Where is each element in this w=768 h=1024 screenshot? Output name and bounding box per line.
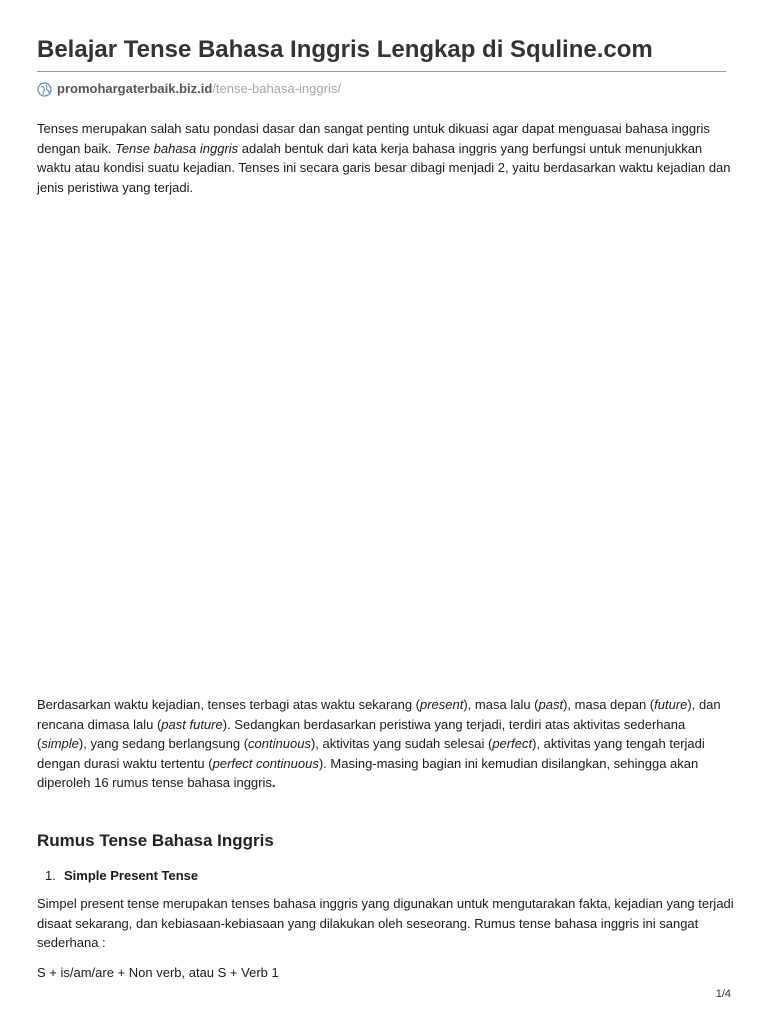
formula-paragraph: S + is/am/are + Non verb, atau S + Verb 1 [37, 965, 279, 980]
list-item-label: Simple Present Tense [64, 868, 199, 883]
title-divider [37, 71, 726, 72]
simple-present-paragraph: Simpel present tense merupakan tenses bahasa inggris yang digunakan untuk mengutarakan fakta, kejadian yang terjadi disaat sekarang, dan kebiasaan-kebiasaan yang dilakukan oleh seseorang. Rumus tense bahasa inggris ini sangat sederhana : [37, 896, 734, 950]
page-number: 1/4 [715, 988, 731, 1000]
list-item [45, 866, 198, 885]
section-heading: Rumus Tense Bahasa Inggris [37, 831, 274, 850]
globe-icon [37, 82, 52, 97]
source-line [37, 79, 341, 99]
source-domain[interactable]: promohargaterbaik.biz.id [57, 81, 213, 96]
source-path[interactable]: /tense-bahasa-inggris/ [212, 81, 341, 96]
list-item-number: 1. [45, 868, 56, 883]
tenses-paragraph: Berdasarkan waktu kejadian, tenses terbagi atas waktu sekarang (present), masa lalu (past), masa depan (future), dan rencana dimasa lalu (past future). Sedangkan berdasarkan peristiwa yang terjadi, terdiri atas aktivitas sederhana (simple), yang sedang berlangsung (continuous), aktivitas yang sudah selesai (perfect), aktivitas yang tengah terjadi dengan durasi waktu tertentu (perfect continuous). Masing-masing bagian ini kemudian disilangkan, sehingga akan diperoleh 16 rumus tense bahasa inggris. [37, 697, 721, 790]
intro-paragraph: Tenses merupakan salah satu pondasi dasar dan sangat penting untuk dikuasi agar dapat menguasai bahasa inggris dengan baik. Tense bahasa inggris adalah bentuk dari kata kerja bahasa inggris yang berfungsi untuk menunjukkan waktu atau kondisi suatu kejadian. Tenses ini secara garis besar dibagi menjadi 2, yaitu berdasarkan waktu kejadian dan jenis peristiwa yang terjadi. [37, 121, 731, 195]
page-title: Belajar Tense Bahasa Inggris Lengkap di Squline.com [37, 36, 653, 63]
